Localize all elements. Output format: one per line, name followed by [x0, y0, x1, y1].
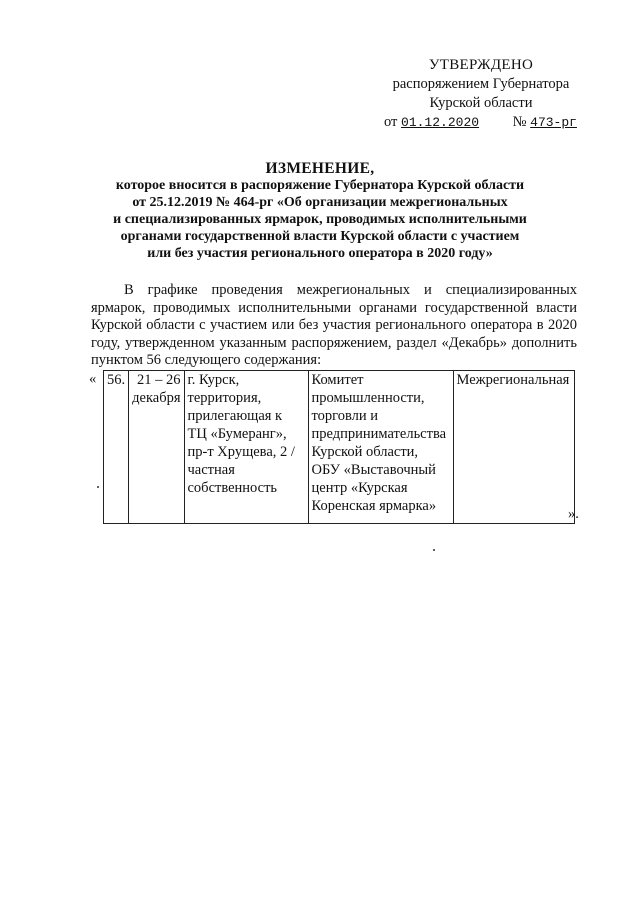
scan-speck — [97, 486, 99, 488]
body-paragraph: В графике проведения межрегиональных и специализированных ярмарок, проводимых исполнительными органами государственной власти Курской области с участием или без участия регионального оператора в 2020 году, утвержденном указанным распоряжением, раздел «Декабрь» дополнить пунктом 56 следующего содержания: — [91, 282, 577, 368]
approval-block — [376, 56, 586, 132]
heading-title: ИЗМЕНЕНИЕ, — [265, 160, 375, 177]
approval-date: 01.12.2020 — [401, 115, 480, 130]
approval-line-1: распоряжением Губернатора — [392, 76, 570, 92]
number-label: № — [512, 114, 527, 130]
cell-dates: 21 – 26 декабря — [129, 371, 184, 524]
schedule-table — [103, 370, 575, 524]
close-quote: ». — [568, 506, 579, 522]
approval-number: 473-рг — [530, 115, 577, 130]
approval-title: УТВЕРЖДЕНО — [428, 57, 534, 73]
heading-line: от 25.12.2019 № 464-рг «Об организации межрегиональных — [132, 195, 508, 210]
open-quote: « — [89, 371, 97, 387]
heading-line: или без участия регионального оператора в 2020 году» — [147, 246, 493, 261]
heading-line: органами государственной власти Курской области с участием — [120, 229, 520, 244]
document-heading — [90, 160, 550, 262]
cell-type: Межрегиональная — [453, 371, 574, 524]
heading-line: и специализированных ярмарок, проводимых исполнительными — [113, 212, 527, 227]
cell-number: 56. — [104, 371, 129, 524]
from-label: от — [384, 114, 398, 130]
approval-line-2: Курской области — [429, 95, 533, 111]
cell-place: г. Курск, территория, прилегающая к ТЦ «Бумеранг», пр-т Хрущева, 2 / частная собственность — [184, 371, 308, 524]
scan-speck — [433, 549, 435, 551]
cell-organizer: Комитет промышленности, торговли и предпринимательства Курской области, ОБУ «Выставочный центр «Курская Коренская ярмарка» — [308, 371, 453, 524]
table-row — [104, 371, 575, 524]
approval-number-line — [376, 113, 586, 132]
heading-line: которое вносится в распоряжение Губернатора Курской области — [115, 178, 525, 193]
